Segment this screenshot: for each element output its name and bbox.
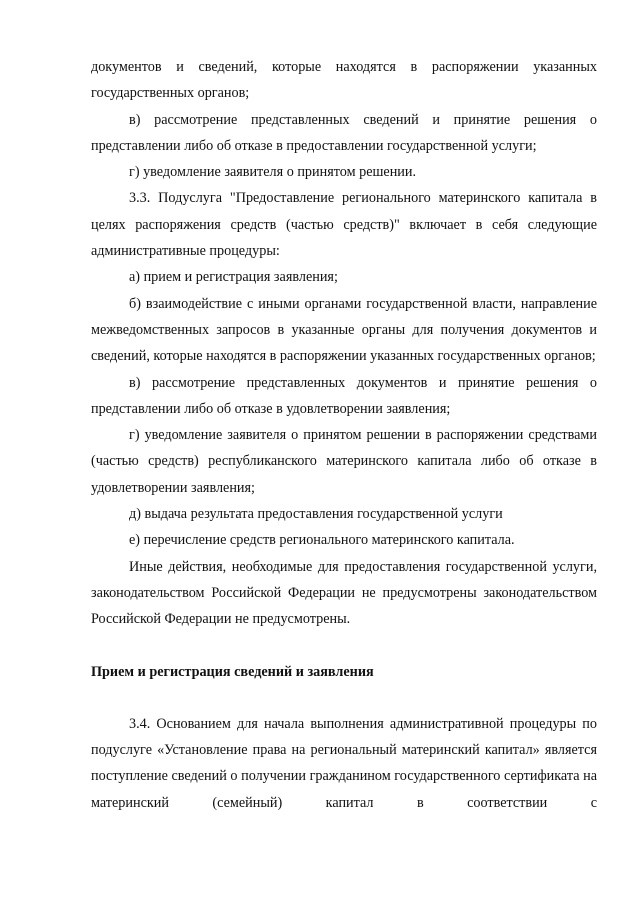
- paragraph-item-v: в) рассмотрение представленных сведений и принятие решения о представлении либо об отказе в предоставлении государственной услуги;: [91, 111, 597, 154]
- paragraph-item-e: е) перечисление средств регионального материнского капитала.: [129, 532, 515, 549]
- document-page: [91, 54, 597, 816]
- paragraph-item-g-2: г) уведомление заявителя о принятом решении в распоряжении средствами (частью средств) республиканского материнского капитала либо об отказе в удовлетворении заявления;: [91, 427, 597, 496]
- paragraph-item-a: а) прием и регистрация заявления;: [129, 269, 338, 286]
- paragraph-item-v-2: в) рассмотрение представленных документов и принятие решения о представлении либо об отказе в удовлетворении заявления;: [91, 374, 597, 417]
- paragraph-3-4: 3.4. Основанием для начала выполнения административной процедуры по подуслуге «Установление права на региональный материнский капитал» является поступление сведений о получении гражданином государственного сертификата на материнский (семейный) капитал в соответствии с: [91, 715, 597, 811]
- section-heading: Прием и регистрация сведений и заявления: [91, 663, 374, 680]
- paragraph-item-b: б) взаимодействие с иными органами государственной власти, направление межведомственных запросов в указанные органы для получения документов и сведений, которые находятся в распоряжении указанных государственных органов;: [91, 295, 597, 365]
- paragraph-continuation: документов и сведений, которые находятся в распоряжении указанных государственных органов;: [91, 59, 597, 102]
- paragraph-item-d: д) выдача результата предоставления государственной услуги: [129, 506, 503, 523]
- paragraph-item-g: г) уведомление заявителя о принятом решении.: [129, 164, 417, 181]
- paragraph-other-actions: Иные действия, необходимые для предоставления государственной услуги, законодательством Российской Федерации не предусмотрены законодательством Российской Федерации не предусмотрены.: [91, 558, 597, 628]
- paragraph-3-3: 3.3. Подуслуга "Предоставление регионального материнского капитала в целях распоряжения средств (частью средств)" включает в себя следующие административные процедуры:: [91, 190, 597, 260]
